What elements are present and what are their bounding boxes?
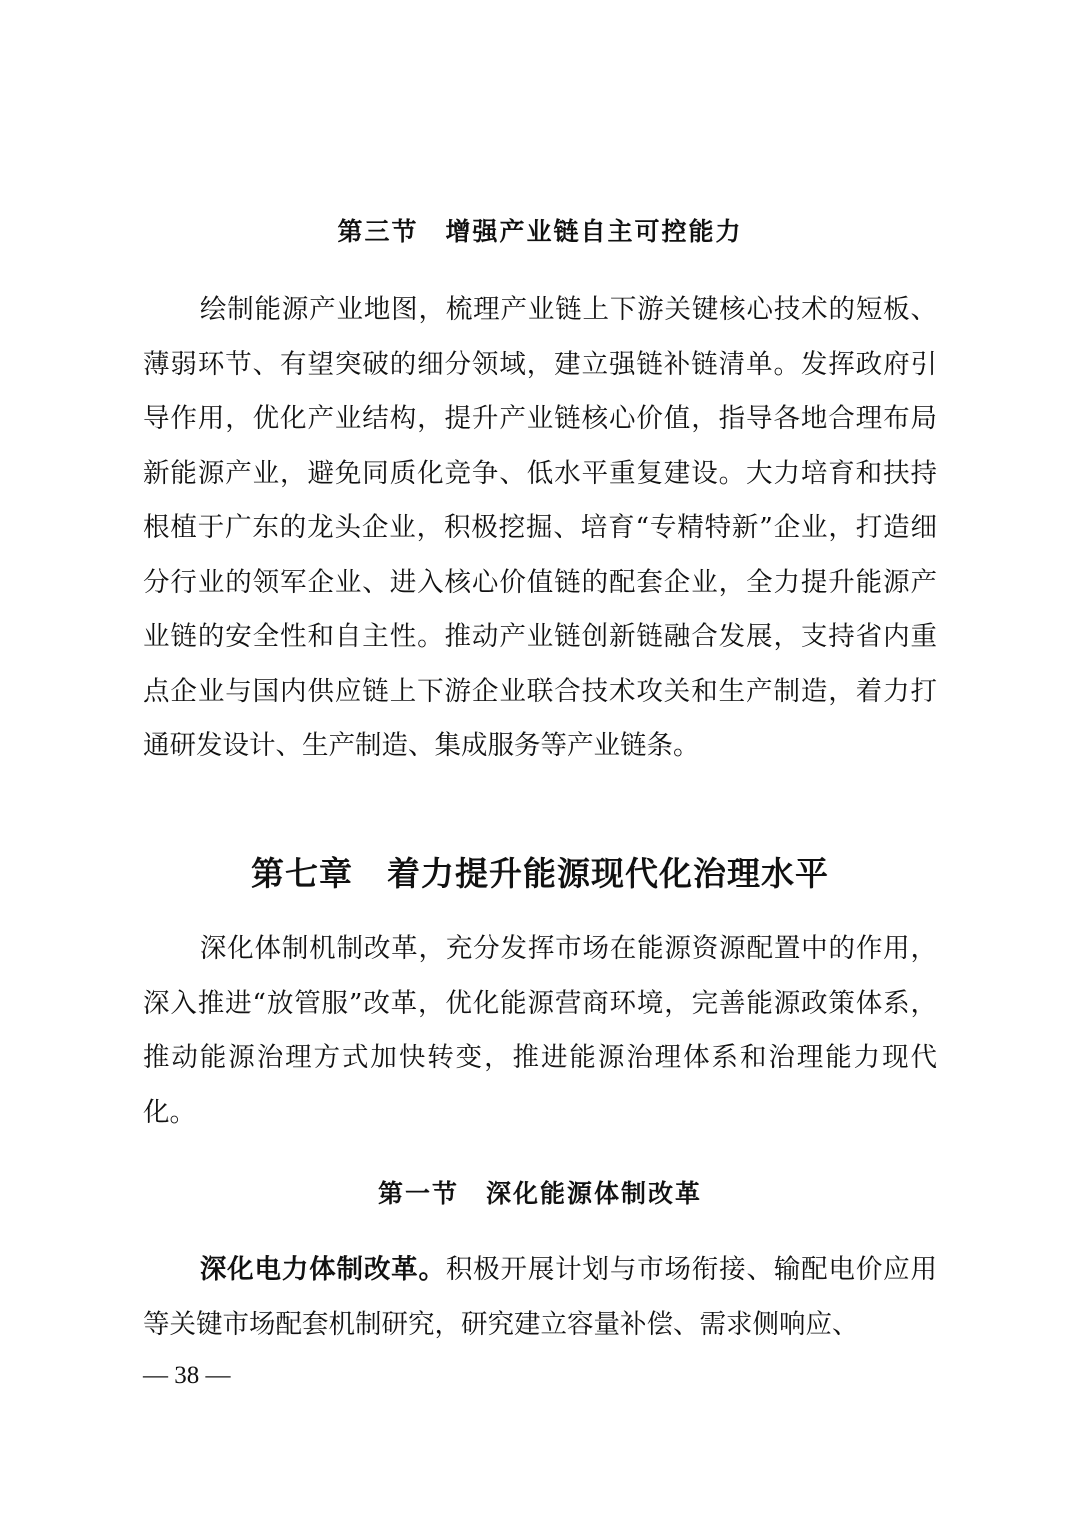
chapter-intro-text: 深化体制机制改革，充分发挥市场在能源资源配置中的作用，深入推进“放管服”改革，优化能源营商环境，完善能源政策体系，推动能源治理方式加快转变，推进能源治理体系和治理能力现代化。 <box>143 933 937 1128</box>
subsection-heading: 第一节 深化能源体制改革 <box>377 1179 702 1208</box>
section-paragraph-text: 绘制能源产业地图，梳理产业链上下游关键核心技术的短板、薄弱环节、有望突破的细分领域，建立强链补链清单。发挥政府引导作用，优化产业结构，提升产业链核心价值，指导各地合理布局新能源产业，避免同质化竞争、低水平重复建设。大力培育和扶持根植于广东的龙头企业，积极挖掘、培育“专精特新”企业，打造细分行业的领军企业、进入核心价值链的配套企业，全力提升能源产业链的安全性和自主性。推动产业链创新链融合发展，支持省内重点企业与国内供应链上下游企业联合技术攻关和生产制造，着力打通研发设计、生产制造、集成服务等产业链条。 <box>143 294 937 761</box>
subsection-paragraph <box>143 1243 937 1352</box>
section-heading: 第三节 增强产业链自主可控能力 <box>337 217 743 246</box>
subsection-paragraph-text: 积极开展计划与市场衔接、输配电价应用等关键市场配套机制研究，研究建立容量补偿、需求侧响应、 <box>143 1254 938 1340</box>
chapter-heading: 第七章 着力提升能源现代化治理水平 <box>251 854 829 893</box>
section-paragraph <box>143 283 937 774</box>
paragraph-lead-phrase: 深化电力体制改革。 <box>199 1254 446 1285</box>
page-number: — 38 — <box>143 1362 231 1389</box>
chapter-intro-paragraph <box>143 922 937 1140</box>
